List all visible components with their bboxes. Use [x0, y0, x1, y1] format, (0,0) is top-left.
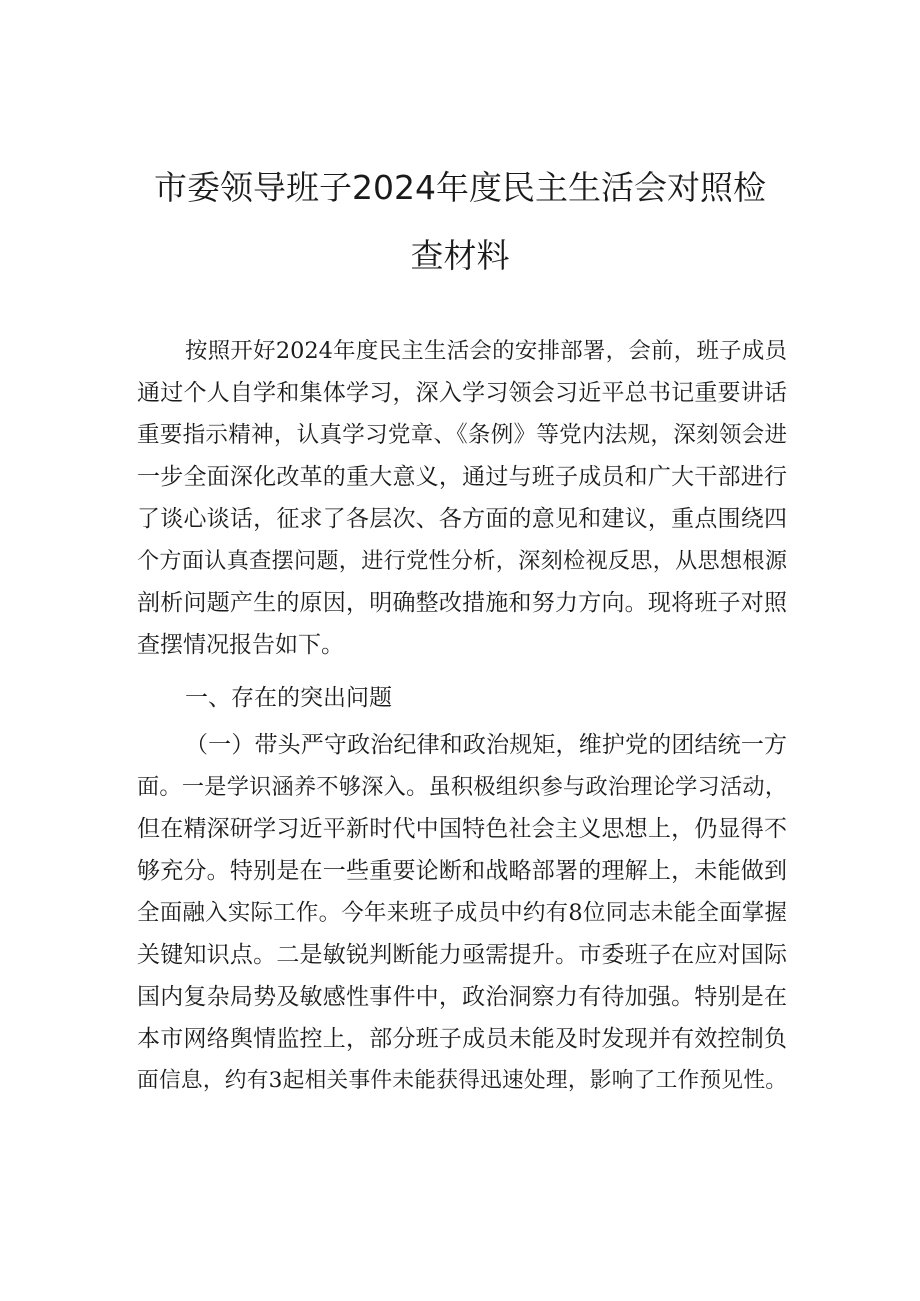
- paragraph-line: 够充分。特别是在一些重要论断和战略部署的理解上，未能做到: [137, 858, 787, 884]
- paragraph-line: 个方面认真查摆问题，进行党性分析，深刻检视反思，从思想根源: [137, 548, 787, 574]
- section-heading: 一、存在的突出问题: [185, 685, 392, 711]
- paragraph-line: 了谈心谈话，征求了各层次、各方面的意见和建议，重点围绕四: [137, 506, 787, 532]
- paragraph-line: 剖析问题产生的原因，明确整改措施和努力方向。现将班子对照: [137, 590, 787, 616]
- paragraph-line: 重要指示精神，认真学习党章、《条例》等党内法规，深刻领会进: [137, 422, 787, 448]
- paragraph-line: 全面融入实际工作。今年来班子成员中约有8位同志未能全面掌握: [137, 900, 787, 926]
- document-title-line-1: 市委领导班子2024年度民主生活会对照检: [154, 168, 766, 207]
- paragraph-line: 一步全面深化改革的重大意义，通过与班子成员和广大干部进行: [137, 464, 787, 490]
- paragraph-line: 国内复杂局势及敏感性事件中，政治洞察力有待加强。特别是在: [137, 984, 787, 1010]
- paragraph-line: 按照开好2024年度民主生活会的安排部署，会前，班子成员: [185, 338, 787, 364]
- paragraph-line: 面信息，约有3起相关事件未能获得迅速处理，影响了工作预见性。: [137, 1068, 787, 1093]
- paragraph-line: 查摆情况报告如下。: [137, 632, 344, 658]
- document-title-line-2: 查材料: [410, 236, 510, 275]
- paragraph-line: 本市网络舆情监控上，部分班子成员未能及时发现并有效控制负: [137, 1026, 787, 1052]
- paragraph-line: 通过个人自学和集体学习，深入学习领会习近平总书记重要讲话: [137, 380, 787, 406]
- paragraph-line: （一）带头严守政治纪律和政治规矩，维护党的团结统一方: [185, 732, 787, 758]
- paragraph-line: 关键知识点。二是敏锐判断能力亟需提升。市委班子在应对国际: [137, 942, 787, 968]
- paragraph-line: 但在精深研学习近平新时代中国特色社会主义思想上，仍显得不: [137, 816, 787, 842]
- paragraph-line: 面。一是学识涵养不够深入。虽积极组织参与政治理论学习活动，: [137, 774, 787, 800]
